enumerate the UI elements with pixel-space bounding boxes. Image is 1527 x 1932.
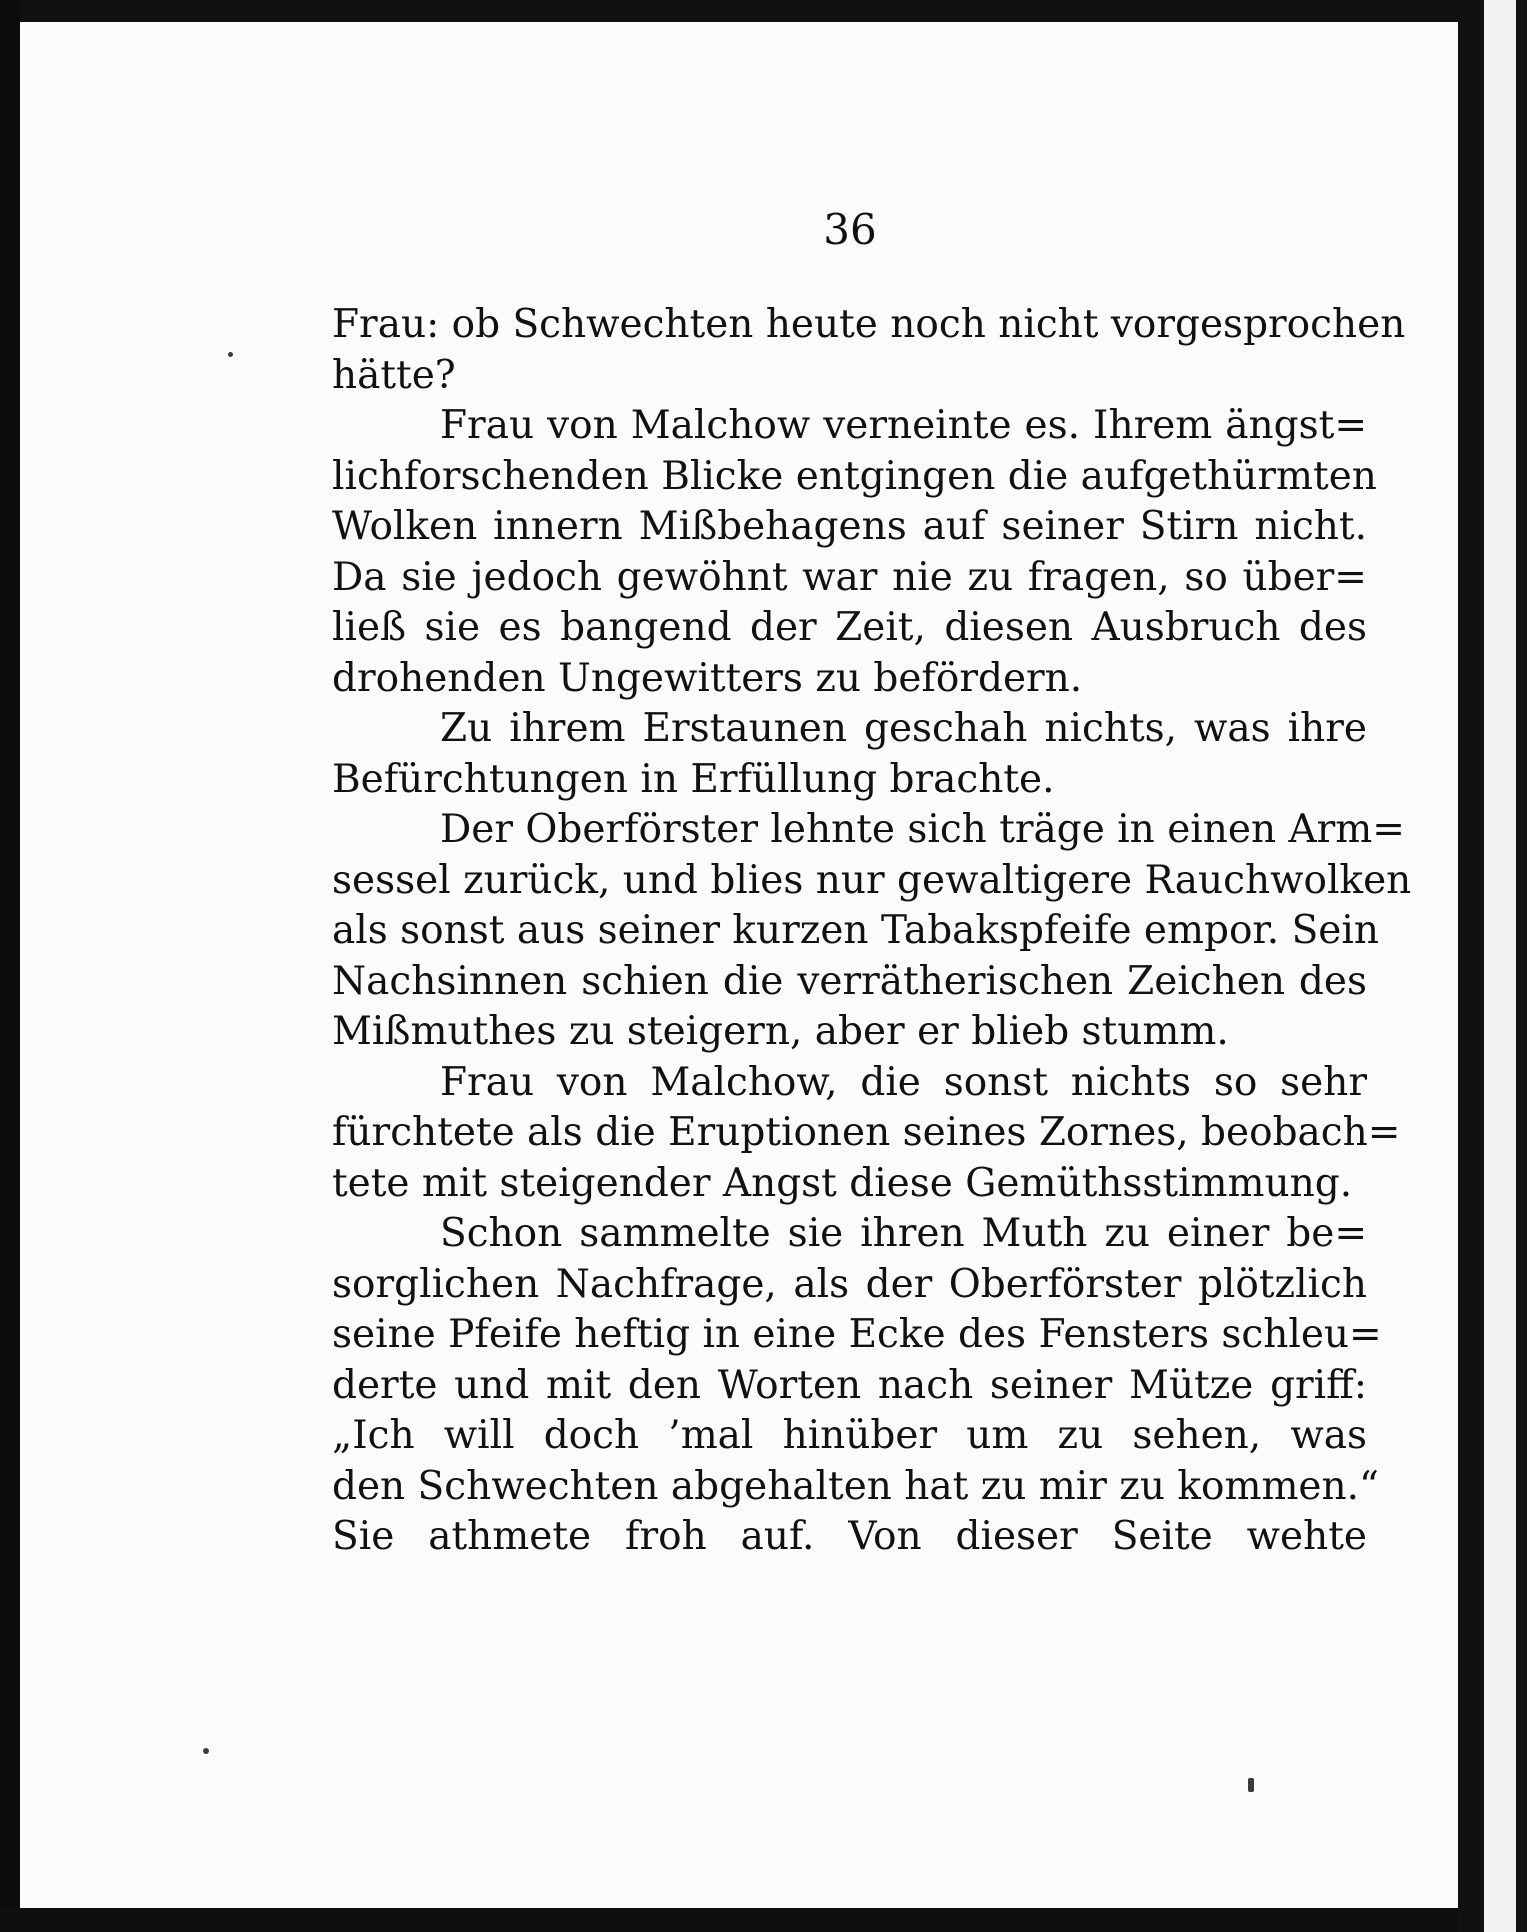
text-line: seine Pfeife heftig in eine Ecke des Fensters schleu= bbox=[332, 1312, 1382, 1357]
scan-speck bbox=[203, 1748, 209, 1754]
text-line: lichforschenden Blicke entgingen die aufgethürmten bbox=[332, 453, 1377, 499]
text-line: Schon sammelte sie ihren Muth zu einer be= bbox=[440, 1211, 1367, 1256]
text-line: derte und mit den Worten nach seiner Mütze griff: bbox=[332, 1362, 1367, 1408]
text-line: sessel zurück, und blies nur gewaltigere Rauchwolken bbox=[332, 857, 1412, 903]
text-line: als sonst aus seiner kurzen Tabakspfeife empor. Sein bbox=[332, 908, 1379, 953]
text-line: sorglichen Nachfrage, als der Oberförster plötzlich bbox=[332, 1261, 1367, 1307]
text-line: ließ sie es bangend der Zeit, diesen Ausbruch des bbox=[332, 605, 1367, 650]
text-line: Wolken innern Mißbehagens auf seiner Stirn nicht. bbox=[332, 504, 1367, 549]
text-line: Sie athmete froh auf. Von dieser Seite wehte bbox=[332, 1514, 1367, 1559]
text-line: Nachsinnen schien die verrätherischen Zeichen des bbox=[332, 958, 1367, 1004]
text-line: „Ich will doch ’mal hinüber um zu sehen, was bbox=[332, 1413, 1367, 1458]
scan-border-bottom bbox=[0, 1908, 1527, 1932]
scan-border-top bbox=[0, 0, 1527, 22]
scan-speck bbox=[228, 352, 233, 357]
scan-border-right bbox=[1458, 0, 1484, 1932]
text-line: drohenden Ungewitters zu befördern. bbox=[332, 655, 1083, 701]
scan-border-left bbox=[0, 0, 20, 1932]
text-line: Frau von Malchow verneinte es. Ihrem ängst= bbox=[440, 403, 1367, 448]
text-line: Mißmuthes zu steigern, aber er blieb stumm. bbox=[332, 1009, 1229, 1054]
text-line: tete mit steigender Angst diese Gemüthsstimmung. bbox=[332, 1160, 1353, 1206]
text-line: hätte? bbox=[332, 352, 456, 398]
text-line: Frau von Malchow, die sonst nichts so sehr bbox=[440, 1059, 1367, 1105]
text-line: Zu ihrem Erstaunen geschah nichts, was ihre bbox=[440, 706, 1367, 751]
text-line: den Schwechten abgehalten hat zu mir zu kommen.“ bbox=[332, 1463, 1379, 1509]
adjacent-page-edge bbox=[1516, 0, 1527, 1932]
text-line: Da sie jedoch gewöhnt war nie zu fragen, so über= bbox=[332, 554, 1367, 600]
scan-speck bbox=[1248, 1778, 1254, 1792]
page-text bbox=[332, 300, 1412, 1563]
text-line: Der Oberförster lehnte sich träge in einen Arm= bbox=[440, 807, 1405, 852]
text-line: Befürchtungen in Erfüllung brachte. bbox=[332, 756, 1055, 802]
page-number: 36 bbox=[823, 205, 877, 254]
text-line: fürchtete als die Eruptionen seines Zornes, beobach= bbox=[332, 1110, 1401, 1155]
text-line: Frau: ob Schwechten heute noch nicht vorgesprochen bbox=[332, 302, 1406, 347]
